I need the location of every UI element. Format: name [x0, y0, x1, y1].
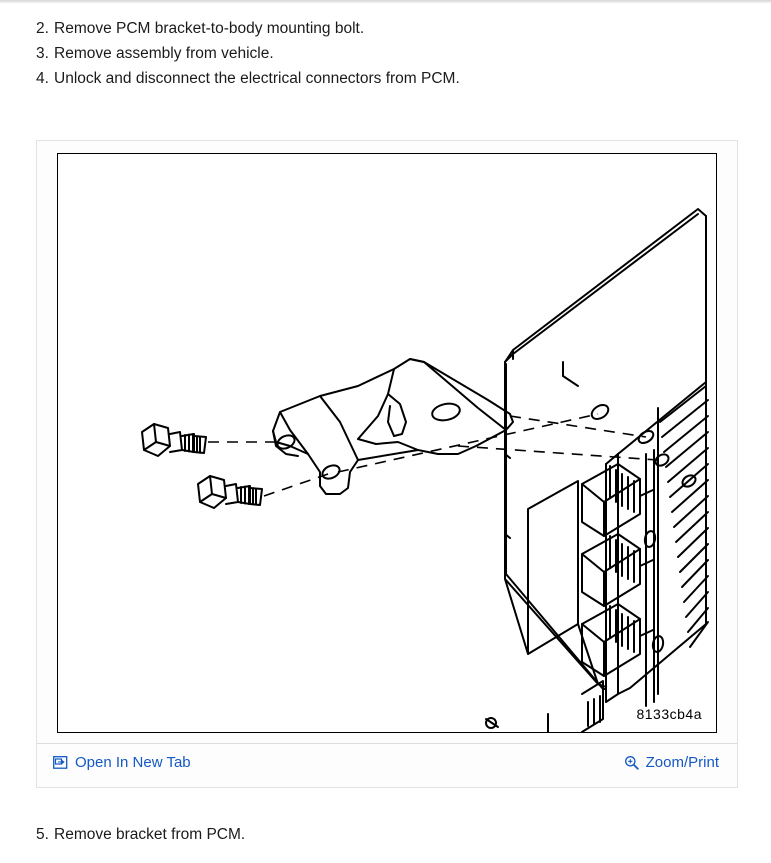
- list-item: [36, 16, 736, 41]
- step-number: 3.: [36, 45, 49, 62]
- list-item: [36, 41, 736, 66]
- list-item: [36, 66, 736, 91]
- step-number: 5.: [36, 826, 49, 843]
- figure-code-label: 8133cb4a: [636, 706, 702, 722]
- step-text: Remove bracket from PCM.: [54, 826, 246, 843]
- list-item: [36, 822, 736, 847]
- step-text: Remove PCM bracket-to-body mounting bolt.: [54, 20, 365, 37]
- zoom-print-label: Zoom/Print: [645, 754, 719, 771]
- pcm-diagram-illustration: [58, 154, 716, 732]
- figure-footer: [37, 743, 737, 787]
- step-number: 4.: [36, 70, 49, 87]
- figure-panel: [36, 140, 738, 788]
- instruction-steps-bottom: [36, 822, 736, 847]
- open-in-new-tab-label: Open In New Tab: [75, 754, 191, 771]
- step-number: 2.: [36, 20, 49, 37]
- open-in-new-tab-icon: [53, 755, 68, 770]
- top-divider: [0, 0, 771, 3]
- figure-image[interactable]: [57, 153, 717, 733]
- open-in-new-tab-button[interactable]: [53, 754, 191, 771]
- step-text: Unlock and disconnect the electrical connectors from PCM.: [54, 70, 460, 87]
- zoom-print-button[interactable]: [624, 754, 719, 771]
- step-text: Remove assembly from vehicle.: [54, 45, 274, 62]
- instruction-steps-top: [36, 16, 736, 91]
- magnifier-icon: [624, 755, 639, 770]
